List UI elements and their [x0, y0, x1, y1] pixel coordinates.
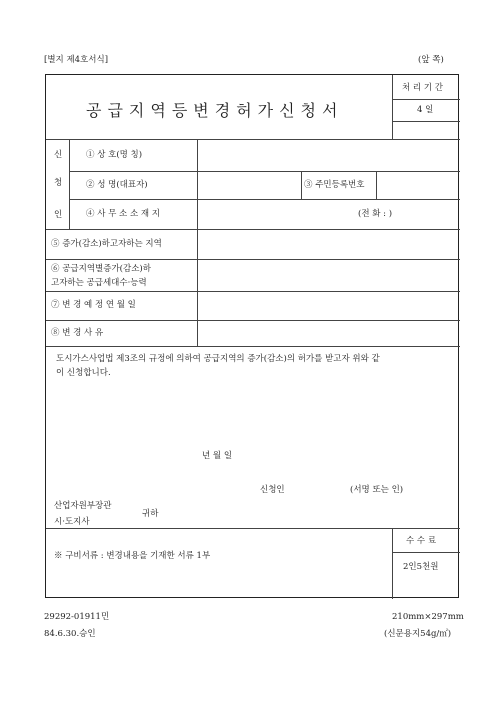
households-label-line1: ⑥ 공급지역별증가(감소)하: [51, 264, 151, 274]
application-form: [45, 74, 459, 598]
form-number: [별지 제4호서식]: [44, 55, 109, 65]
divider: [392, 552, 460, 553]
divider: [392, 528, 393, 599]
applicant-group-char: 신: [54, 150, 63, 160]
approval-date: 84.6.30.승인: [44, 629, 96, 639]
office-address-label: ④ 사 무 소 소 재 지: [86, 209, 160, 219]
processing-period-value: 4 일: [417, 105, 434, 115]
divider: [376, 171, 377, 199]
divider: [46, 291, 460, 292]
fee-value: 2인5천원: [403, 562, 439, 572]
statement-line1: 도시가스사업법 제3조의 규정에 의하여 공급지역의 증가(감소)의 허가를 받고자 위와 같: [56, 354, 380, 364]
applicant-sign-label: 신청인: [260, 485, 285, 495]
area-label: ⑤ 증가(감소)하고자하는 지역: [51, 239, 162, 249]
statement-line2: 이 신청합니다.: [56, 368, 111, 378]
page-side-label: (앞 쪽): [418, 55, 444, 65]
applicant-group-char: 인: [54, 210, 63, 220]
divider: [46, 528, 460, 529]
representative-label: ② 성 명(대표자): [86, 180, 148, 190]
signature-note: (서명 또는 인): [350, 485, 404, 495]
divider: [69, 199, 460, 200]
company-name-label: ① 상 호(명 칭): [86, 150, 143, 160]
divider: [392, 99, 460, 100]
divider: [46, 229, 460, 230]
change-reason-label: ⑧ 변 경 사 유: [51, 328, 104, 338]
divider: [301, 171, 302, 199]
divider: [197, 139, 198, 346]
date-line: 년 월 일: [202, 451, 233, 461]
divider: [69, 171, 460, 172]
divider: [46, 259, 460, 260]
recipient-ministry: 산업자원부장관: [54, 501, 112, 511]
divider: [46, 346, 460, 347]
form-title: 공급지역등변경허가신청서: [86, 101, 344, 120]
paper-size: 210mm×297mm: [392, 612, 464, 622]
phone-label: (전 화 : ): [358, 209, 393, 219]
registration-number-label: ③ 주민등록번호: [304, 180, 365, 190]
recipient-governor: 시·도지사: [54, 517, 90, 527]
form-code: 29292-01911민: [44, 612, 110, 622]
processing-period-label: 처 리 기 간: [402, 83, 443, 93]
attachments-note: ※ 구비서류 : 변경내용을 기재한 서류 1부: [54, 551, 211, 561]
fee-label: 수 수 료: [406, 536, 437, 546]
divider: [392, 75, 393, 139]
applicant-group-char: 청: [54, 178, 63, 188]
paper-type: (신문용지54g/㎡): [384, 629, 452, 639]
households-label-line2: 고자하는 공급세대수·능력: [51, 278, 147, 288]
divider: [46, 320, 460, 321]
divider: [392, 121, 460, 122]
honorific: 귀하: [142, 509, 159, 519]
divider: [69, 139, 70, 229]
change-date-label: ⑦ 변 경 예 정 연 월 일: [51, 300, 136, 310]
divider: [46, 139, 460, 140]
